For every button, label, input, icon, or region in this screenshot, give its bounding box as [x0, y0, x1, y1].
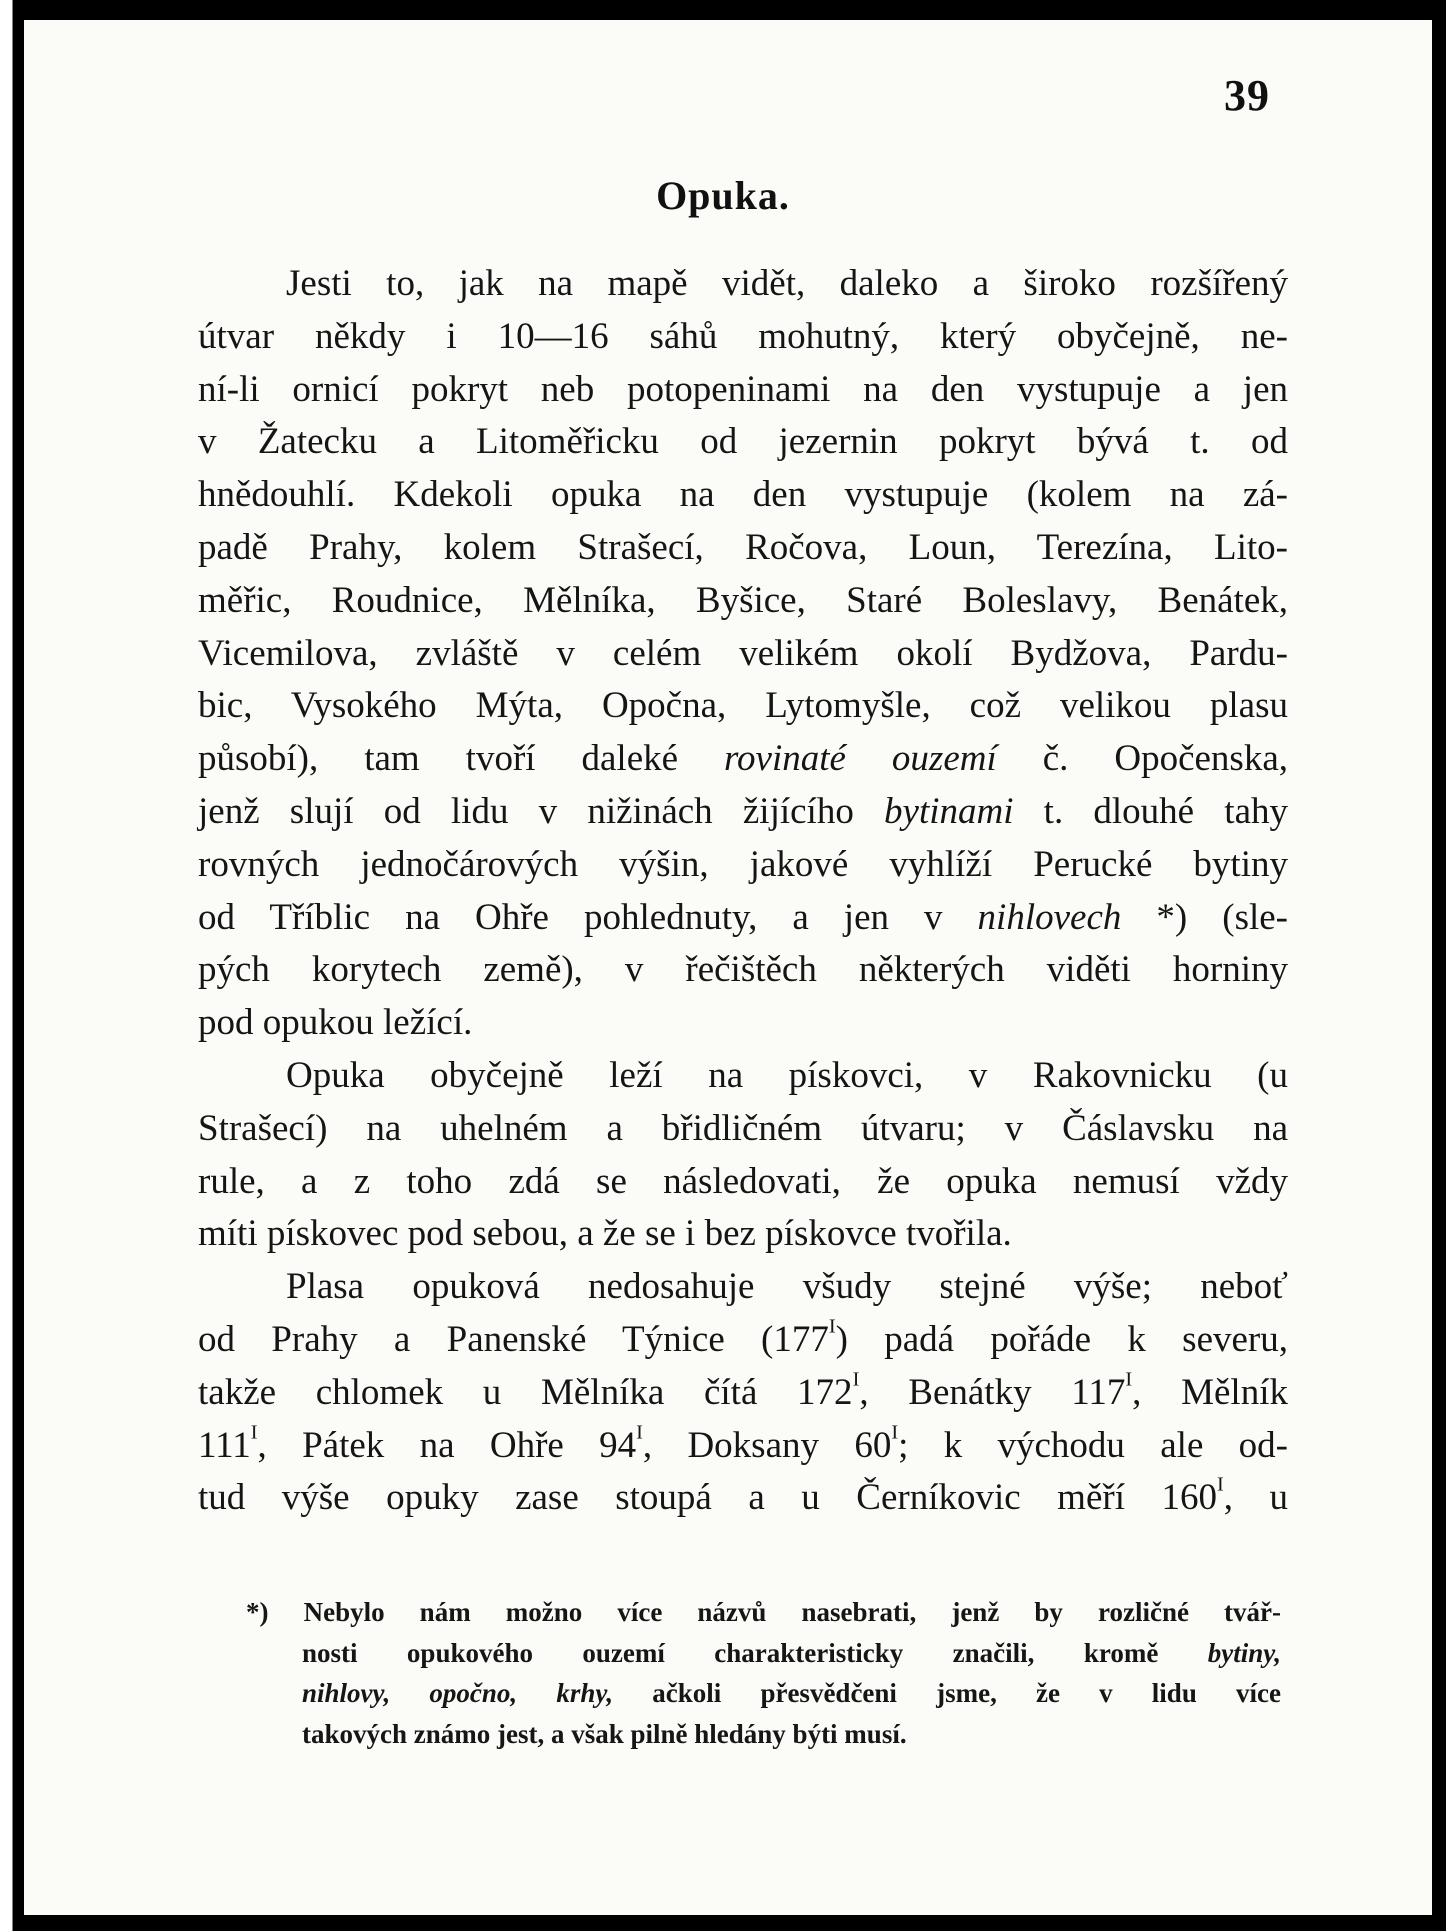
superscript: I	[891, 1421, 899, 1444]
text-line: útvar někdy i 10—16 sáhů mohutný, který obyčejně, ne-	[198, 315, 1288, 357]
text-run: ; k východu ale od-	[898, 1424, 1288, 1466]
text-run: ačkoli přesvědčeni jsme, že v lidu více	[613, 1678, 1281, 1708]
superscript: I	[250, 1421, 258, 1444]
text-line	[198, 733, 1288, 786]
italic-term: nihlovech	[977, 896, 1122, 938]
superscript: I	[1125, 1368, 1133, 1391]
text-line: pod opukou ležící.	[198, 1002, 473, 1044]
text-run: Nebylo nám možno více názvů nasebrati, jenž by rozličné tvář-	[303, 1597, 1281, 1627]
footnote-marker: *)	[246, 1597, 269, 1627]
superscript: I	[828, 1315, 836, 1338]
footnote-line: takových známo jest, a však pilně hledány býti musí.	[302, 1718, 907, 1749]
text-line: v Žatecku a Litoměřicku od jezernin pokryt bývá t. od	[198, 421, 1288, 463]
page-number: 39	[1224, 71, 1270, 120]
paragraph-3	[198, 1261, 1288, 1525]
paragraph-1	[198, 258, 1288, 1050]
text-line: bic, Vysokého Mýta, Opočna, Lytomyšle, což velikou plasu	[198, 685, 1288, 727]
text-run: 111	[198, 1424, 251, 1466]
footnote-line	[246, 1633, 1281, 1674]
italic-term: nihlovy, opočno,	[302, 1678, 518, 1708]
text-line: pých korytech země), v řečištěch některých viděti horniny	[198, 949, 1288, 991]
text-run: , Doksany 60	[642, 1424, 892, 1466]
text-run: , u	[1223, 1477, 1289, 1519]
superscript: I	[1216, 1474, 1224, 1497]
text-line	[198, 1420, 1288, 1473]
footnote-line	[246, 1592, 1281, 1633]
text-run: takže chlomek u Mělníka čítá 172	[198, 1371, 853, 1413]
text-run: t. dlouhé tahy	[1013, 790, 1288, 832]
text-line: ní-li ornicí pokryt neb potopeninami na den vystupuje a jen	[198, 368, 1288, 410]
text-line	[198, 892, 1288, 945]
text-line: rovných jednočárových výšin, jakové vyhlíží Perucké bytiny	[198, 843, 1288, 885]
superscript: I	[852, 1368, 860, 1391]
text-run: , Benátky 117	[859, 1371, 1126, 1413]
text-run: tud výše opuky zase stoupá a u Černíkovic měří 160	[198, 1477, 1217, 1519]
footnote-line	[246, 1673, 1281, 1714]
text-run: jenž slují od lidu v nižinách žijícího	[198, 790, 885, 832]
text-run: , Mělník	[1132, 1371, 1288, 1413]
text-run: č. Opočenska,	[996, 738, 1288, 780]
text-line: Strašecí) na uhelném a břidličném útvaru; v Čáslavsku na	[198, 1107, 1288, 1149]
text-line: hnědouhlí. Kdekoli opuka na den vystupuje (kolem na zá-	[198, 474, 1288, 516]
section-heading: Opuka.	[656, 173, 790, 218]
text-line: Plasa opuková nedosahuje všudy stejné výše; neboť	[286, 1266, 1288, 1308]
italic-term: krhy,	[556, 1678, 614, 1708]
body-text	[198, 258, 1288, 1525]
footnote	[246, 1592, 1281, 1754]
text-line	[198, 786, 1288, 839]
text-line: Opuka obyčejně leží na pískovci, v Rakovnicku (u	[286, 1054, 1288, 1096]
text-line: míti pískovec pod sebou, a že se i bez pískovce tvořila.	[198, 1213, 1012, 1255]
page-edge	[0, 0, 24, 1931]
italic-term: bytiny,	[1207, 1637, 1281, 1668]
text-line	[198, 1367, 1288, 1420]
italic-term: rovinaté ouzemí	[724, 738, 997, 780]
text-run: , Pátek na Ohře 94	[257, 1424, 637, 1466]
italic-term: bytinami	[884, 790, 1014, 832]
text-line: padě Prahy, kolem Strašecí, Ročova, Loun, Terezína, Lito-	[198, 526, 1288, 568]
text-line: Vicemilova, zvláště v celém velikém okolí Bydžova, Pardu-	[198, 632, 1288, 674]
footnote-ref: *) (sle-	[1121, 896, 1288, 938]
paragraph-2	[198, 1050, 1288, 1261]
text-run: od Prahy a Panenské Týnice (177	[198, 1318, 829, 1360]
text-line: měřic, Roudnice, Mělníka, Byšice, Staré Boleslavy, Benátek,	[198, 579, 1288, 621]
superscript: I	[636, 1421, 643, 1444]
text-line	[198, 1314, 1288, 1367]
text-run: nosti opukového ouzemí charakteristicky značili, kromě	[302, 1637, 1208, 1668]
text-line: Jesti to, jak na mapě vidět, daleko a široko rozšířený	[286, 263, 1288, 304]
text-line	[198, 1472, 1288, 1525]
text-run: ) padá pořáde k severu,	[835, 1318, 1288, 1360]
text-run: působí), tam tvoří daleké	[198, 738, 725, 780]
text-run: od Tříblic na Ohře pohlednuty, a jen v	[198, 896, 978, 938]
text-line: rule, a z toho zdá se následovati, že opuka nemusí vždy	[198, 1160, 1288, 1202]
